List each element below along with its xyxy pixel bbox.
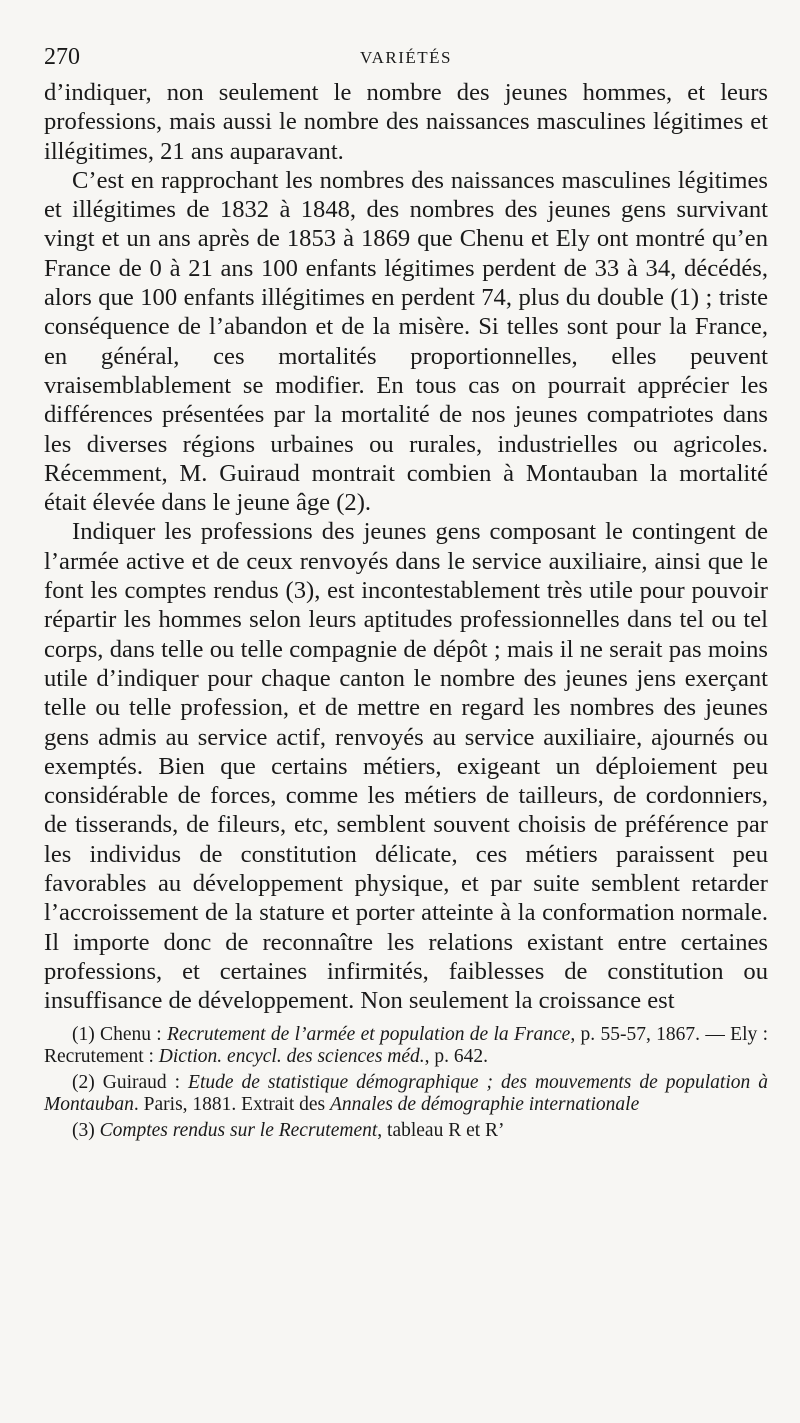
paragraph: d’indiquer, non seulement le nombre des jeunes hommes, et leurs professions, mais aussi le nombre des naissances masculines légitimes et illégitimes, 21 ans auparavant. [44,79,768,165]
footnote [44,1024,768,1069]
footnote [44,1072,768,1117]
footnote-text: . Paris, 1881. Extrait des [133,1094,330,1115]
footnote-title: Recrutement de l’armée et population de la France [167,1023,571,1045]
footnote-text: , p. 55-57, 1867. — Ely : Recrutement : [44,1023,768,1067]
paragraph: C’est en rapprochant les nombres des naissances masculines légitimes et illégitimes de 1832 à 1848, des nombres des jeunes gens survivant vingt et un ans après de 1853 à 1869 que Chenu et Ely ont montré qu’en France de 0 à 21 ans 100 enfants légitimes perdent de 33 à 34, décédés, alors que 100 enfants illégitimes en perdent 74, plus du double (1) ; triste conséquence de l’abandon et de la misère. Si telles sont pour la France, en général, ces mortalités proportionnelles, elles peuvent vraisemblablement se modifier. En tous cas on pourrait apprécier les différences présentées par la mortalité de nos jeunes compatriotes dans les diverses régions urbaines ou rurales, industrielles ou agricoles. Récemment, M. Guiraud montrait combien à Montauban la mortalité était élevée dans le jeune âge (2). [44,166,768,517]
page-header [44,34,768,78]
footnote [44,1120,768,1143]
page-number: 270 [44,44,80,70]
body-text [44,78,768,1016]
footnote-title: Comptes rendus sur le Recrutement [99,1119,378,1141]
running-head: VARIÉTÉS [360,48,452,67]
footnote-title: Etude de statistique démographique ; des mouvements de population à Montauban [44,1071,768,1115]
footnote-title: Annales de démographie internationale [329,1094,640,1115]
footnotes [44,1024,768,1143]
paragraph: Indiquer les professions des jeunes gens composant le contingent de l’armée active et de ceux renvoyés dans le service auxiliaire, ainsi que le font les comptes rendus (3), est incontestablement très utile pour pouvoir répartir les hommes selon leurs aptitudes professionnelles dans tel ou tel corps, dans telle ou telle compagnie de dépôt ; mais il ne serait pas moins utile d’indiquer pour chaque canton le nombre des jeunes jens exerçant telle ou telle profession, et de mettre en regard les nombres des jeunes gens admis au service actif, renvoyés au service auxiliaire, ajournés ou exemptés. Bien que certains métiers, exigeant un déploiement peu considérable de forces, comme les métiers de tailleurs, de cordonniers, de tisserands, de fileurs, etc, semblent souvent choisis de préférence par les individus de constitution délicate, ces métiers paraissent peu favorables au développement physique, et par suite semblent retarder l’accroissement de la stature et porter atteinte à la conformation normale. Il importe donc de reconnaître les relations existant entre certaines professions, et certaines infirmités, faiblesses de constitution ou insuffisance de développement. Non seulement la croissance est [44,518,768,1015]
footnote-text: , p. 642. [424,1046,489,1067]
footnote-text: , tableau R et R’ [377,1119,505,1141]
footnote-text: (3) [72,1119,100,1141]
footnote-title: Diction. encycl. des sciences méd. [158,1046,425,1067]
footnote-text: (1) Chenu : [72,1023,168,1045]
footnote-text: (2) Guiraud : [72,1071,189,1093]
